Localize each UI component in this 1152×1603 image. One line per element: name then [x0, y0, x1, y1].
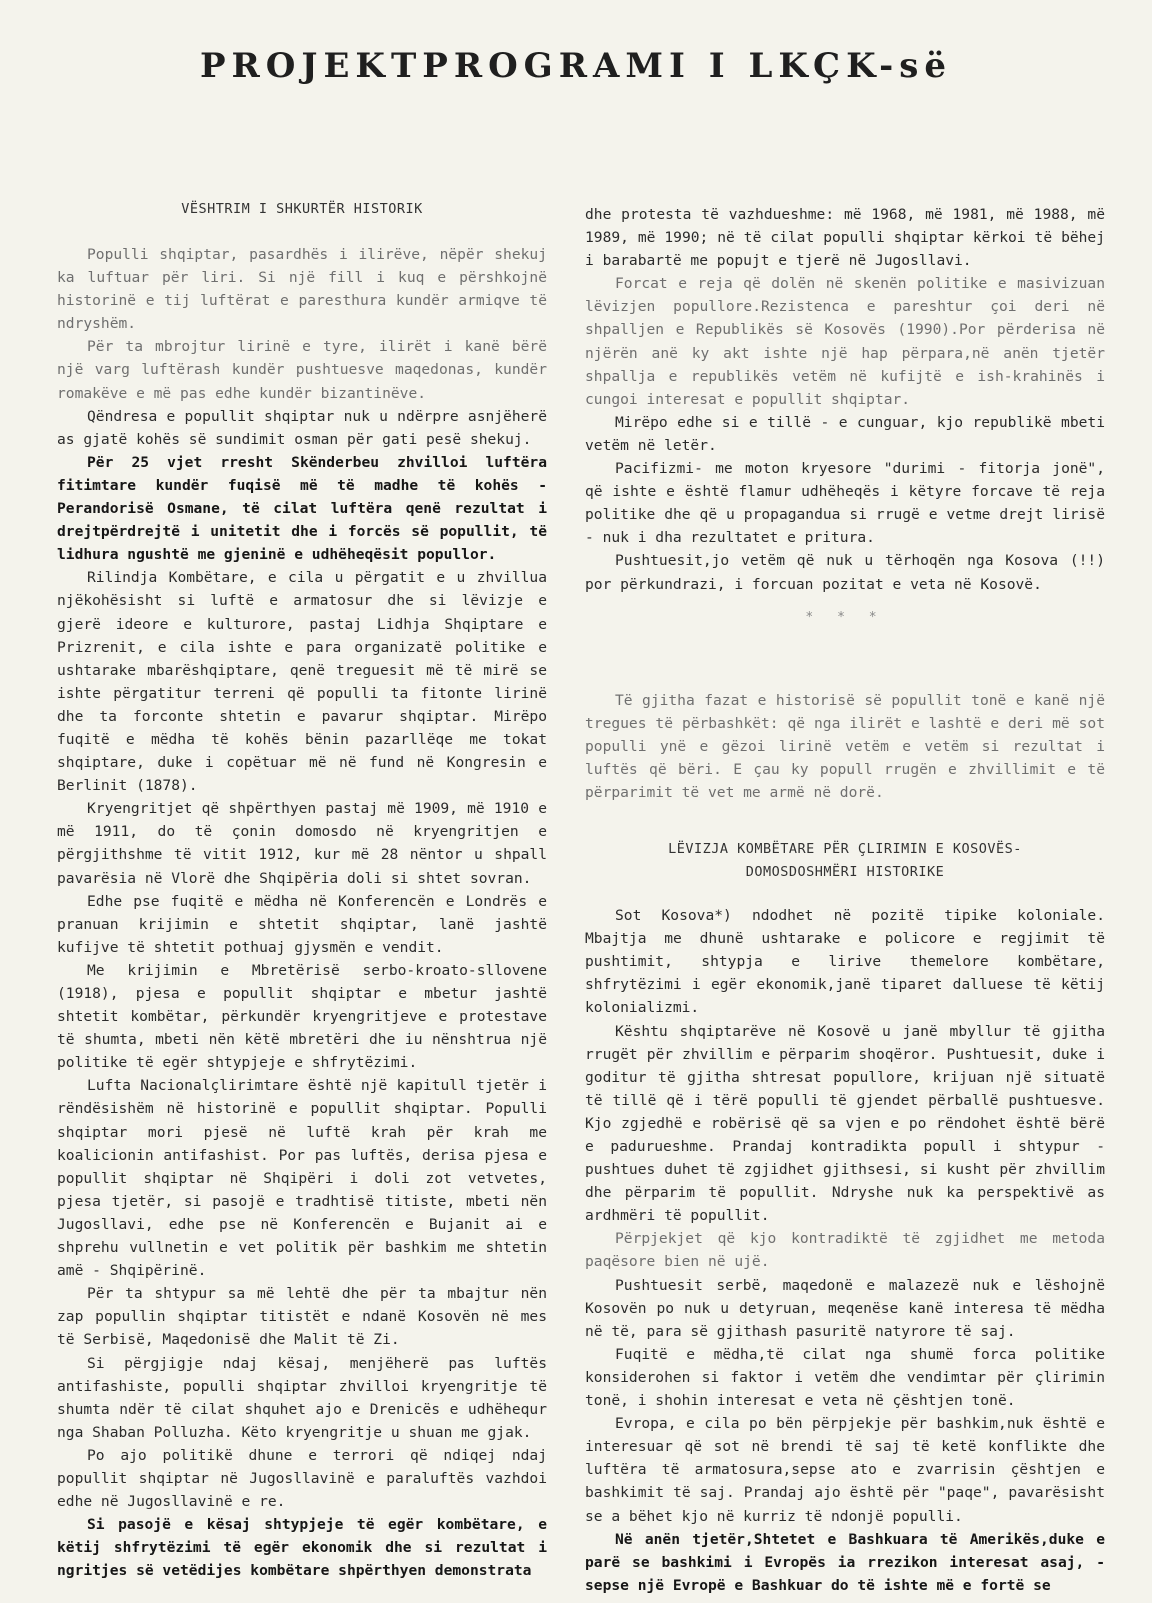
right-column — [585, 203, 1105, 1597]
paragraph: Për ta shtypur sa më lehtë dhe për ta mbajtur nën zap popullin shqiptar titistët e ndanë Kosovën në mes të Serbisë, Maqedonisë dhe Malit të Zi. — [57, 1285, 547, 1349]
paragraph: Kryengritjet që shpërthyen pastaj më 1909, më 1910 e më 1911, do të çonin domosdo në kryengritjen e përgjithshme të vitit 1912, kur më 28 nëntor u shpall pavarësia në Vlorë dhe Shqipëria doli si shtet sovran. — [57, 800, 547, 887]
paragraph: dhe protesta të vazhdueshme: më 1968, më 1981, më 1988, më 1989, më 1990; në të cilat populli shqiptar kërkoi të bëhej i barabartë me popujt e tjerë në Jugosllavi. — [585, 206, 1105, 270]
paragraph: Përpjekjet që kjo kontradiktë të zgjidhet me metoda paqësore bien në ujë. — [585, 1230, 1105, 1271]
spacer — [585, 804, 1105, 838]
heading-line: DOMOSDOSHMËRI HISTORIKE — [745, 864, 945, 881]
paragraph: Fuqitë e mëdha,të cilat nga shumë forca politike konsiderohen si faktor i vetëm dhe vendimtar për çlirimin tonë, i shohin interesat e veta në çështjen tonë. — [585, 1345, 1105, 1410]
paragraph: Evropa, e cila po bën përpjekje për bashkim,nuk është e interesuar që sot në brendi të saj të ketë konflikte dhe luftëra të armatosura,sepse ato e zvarrisin çështjen e bashkimit të saj. Prandaj ajo është për "paqe", pavarësisht se a bëhet kjo në kurriz të ndonjë populli. — [585, 1415, 1105, 1525]
paragraph: Forcat e reja që dolën në skenën politike e masivizuan lëvizjen popullore.Rezistenca e pareshtur çoi deri në shpalljen e Republikës së Kosovës (1990).Por përderisa në njërën anë ky akt ishte një hap përpara,në anën tjetër shpallja e republikës vetëm në kufijtë e ish-krahinës i cungoi interesat e popullit shqiptar. — [585, 275, 1105, 408]
paragraph: Edhe pse fuqitë e mëdha në Konferencën e Londrës e pranuan krijimin e shtetit shqiptar, lanë jashtë kufijve të shtetit pothuaj gjysmën e vendit. — [57, 892, 547, 956]
paragraph: Pushtuesit serbë, maqedonë e malazezë nuk e lëshojnë Kosovën po nuk u detyruan, meqenëse kanë interesa të mëdha në të, para së gjithash pasuritë natyrore të saj. — [585, 1276, 1105, 1340]
spacer — [585, 647, 1105, 689]
paragraph: Qëndresa e popullit shqiptar nuk u ndërpre asnjëherë as gjatë kohës së sundimit osman për gati pesë shekuj. — [57, 407, 547, 448]
paragraph: Për ta mbrojtur lirinë e tyre, ilirët i kanë bërë një varg luftërash kundër pushtuesve maqedonas, kundër romakëve e më pas edhe kundër bizantinëve. — [57, 338, 547, 402]
paragraph: Kështu shqiptarëve në Kosovë u janë mbyllur të gjitha rrugët për zhvillim e përparim shoqëror. Pushtuesit, duke i goditur të gjitha shtresat popullore, krijuan një situatë të tillë që i tërë populli të gjendet përballë pushtuesve. Kjo zgjedhë e robërisë që sa vjen e po rëndohet është bërë e padurueshme. Prandaj kontradikta popull i shtypur - pushtues duhet të zgjidhet gjithsesi, si kusht për zhvillim dhe përparim të popullit. Ndryshe nuk ka perspektivë as ardhmëri të popullit. — [585, 1022, 1105, 1225]
paragraph: Me krijimin e Mbretërisë serbo-kroato-sllovene (1918), pjesa e popullit shqiptar e mbetur jashtë shtetit kombëtar, përkundër kryengritjeve e protestave të shumta, mbeti nën këtë mbretëri dhe iu nënshtrua një politike të egër shtypjeje e shfrytëzimi. — [57, 961, 547, 1072]
paragraph: Rilindja Kombëtare, e cila u përgatit e u zhvillua njëkohësisht si luftë e armatosur dhe si lëvizje e gjerë ideore e kulturore, pastaj Lidhja Shqiptare e Prizrenit, e cila ishte e para organizatë politike e ushtarake mbarëshqiptare, qenë treguesit më të mirë se ishte përgatitur terreni që populli ta fitonte lirinë dhe ta forconte shtetin e pavarur shqiptar. Mirëpo fuqitë e mëdha të kohës bënin pazarllëqe me tokat shqiptare, duke i copëtuar më në fund në Kongresin e Berlinit (1878). — [57, 569, 547, 795]
section-separator: * * * — [805, 609, 885, 625]
page-title: PROJEKTPROGRAMI I LKÇK-së — [199, 46, 953, 86]
paragraph: Populli shqiptar, pasardhës i ilirëve, nëpër shekuj ka luftuar për liri. Si një fill i kuq e përshkojnë historinë e tij luftërat e paresthura kundër armiqve të ndryshëm. — [57, 246, 547, 333]
paragraph: Lufta Nacionalçlirimtare është një kapitull tjetër i rëndësishëm në historinë e popullit shqiptar. Populli shqiptar mori pjesë në luftë krah për krah me koalicionin antifashist. Por pas luftës, derisa pjesa e popullit shqiptar në Shqipëri i doli zot vetvetes, pjesa tjetër, si pasojë e tradhtisë titiste, mbeti nën Jugosllavi, edhe pse në Konferencën e Bujanit ai e shprehu vullnetin e vet politik për bashkim me shtetin amë - Shqipërinë. — [57, 1077, 547, 1280]
left-column — [57, 198, 547, 1582]
paragraph: Po ajo politikë dhune e terrori që ndiqej ndaj popullit shqiptar në Jugosllavinë e paraluftës vazhdoi edhe në Jugosllavinë e re. — [57, 1446, 547, 1511]
paragraph: Si pasojë e kësaj shtypjeje të egër kombëtare, e këtij shfrytëzimi të egër ekonomik dhe si rezultat i ngritjes së vetëdijes kombëtare shpërthyen demonstrata — [57, 1516, 547, 1580]
paragraph: Mirëpo edhe si e tillë - e cunguar, kjo republikë mbeti vetëm në letër. — [585, 413, 1105, 454]
paragraph: Sot Kosova*) ndodhet në pozitë tipike koloniale. Mbajtja me dhunë ushtarake e policore e regjimit të pushtimit, shtypja e lirive themelore kombëtare, shfrytëzimi i egër ekonomik,janë tiparet dalluese të këtij kolonializmi. — [585, 907, 1105, 1017]
section-heading-historical-overview: VËSHTRIM I SHKURTËR HISTORIK — [181, 201, 423, 217]
paragraph: Në anën tjetër,Shtetet e Bashkuara të Amerikës,duke e parë se bashkimi i Evropës ia rrezikon interesat asaj, -sepse një Evropë e Bashkuar do të ishte më e fortë se — [585, 1530, 1105, 1594]
paragraph: Pacifizmi- me moton kryesore "durimi - fitorja jonë", që ishte e është flamur udhëheqës i këtyre forcave të reja politike dhe që u propagandua si rrugë e vetme drejt lirisë - nuk i dha rezultatet e pritura. — [585, 460, 1105, 547]
paragraph: Të gjitha fazat e historisë së popullit tonë e kanë një tregues të përbashkët: që nga ilirët e lashtë e deri më sot populli ynë e gëzoi lirinë vetëm e vetëm si rezultat i luftës që bëri. E çau ky popull rrugën e zhvillimit e të përparimit të vet me armë në dorë. — [585, 691, 1105, 801]
section-heading-national-movement — [585, 838, 1105, 884]
heading-line: LËVIZJA KOMBËTARE PËR ÇLIRIMIN E KOSOVËS- — [668, 841, 1022, 858]
paragraph: Pushtuesit,jo vetëm që nuk u tërhoqën nga Kosova (!!) por përkundrazi, i forcuan pozitat e veta në Kosovë. — [585, 552, 1105, 593]
paragraph: Për 25 vjet rresht Skënderbeu zhvilloi luftëra fitimtare kundër fuqisë më të madhe të kohës - Perandorisë Osmane, të cilat luftëra qenë rezultat i drejtpërdrejtë i unitetit dhe i forcës së popullit, të lidhura ngushtë me gjeninë e udhëheqësit popullor. — [57, 453, 547, 564]
paragraph: Si përgjigje ndaj kësaj, menjëherë pas luftës antifashiste, populli shqiptar zhvilloi kryengritje të shumta ndër të cilat shquhet ajo e Drenicës e udhëhequr nga Shaban Polluzha. Këto kryengritje u shuan me gjak. — [57, 1354, 547, 1441]
